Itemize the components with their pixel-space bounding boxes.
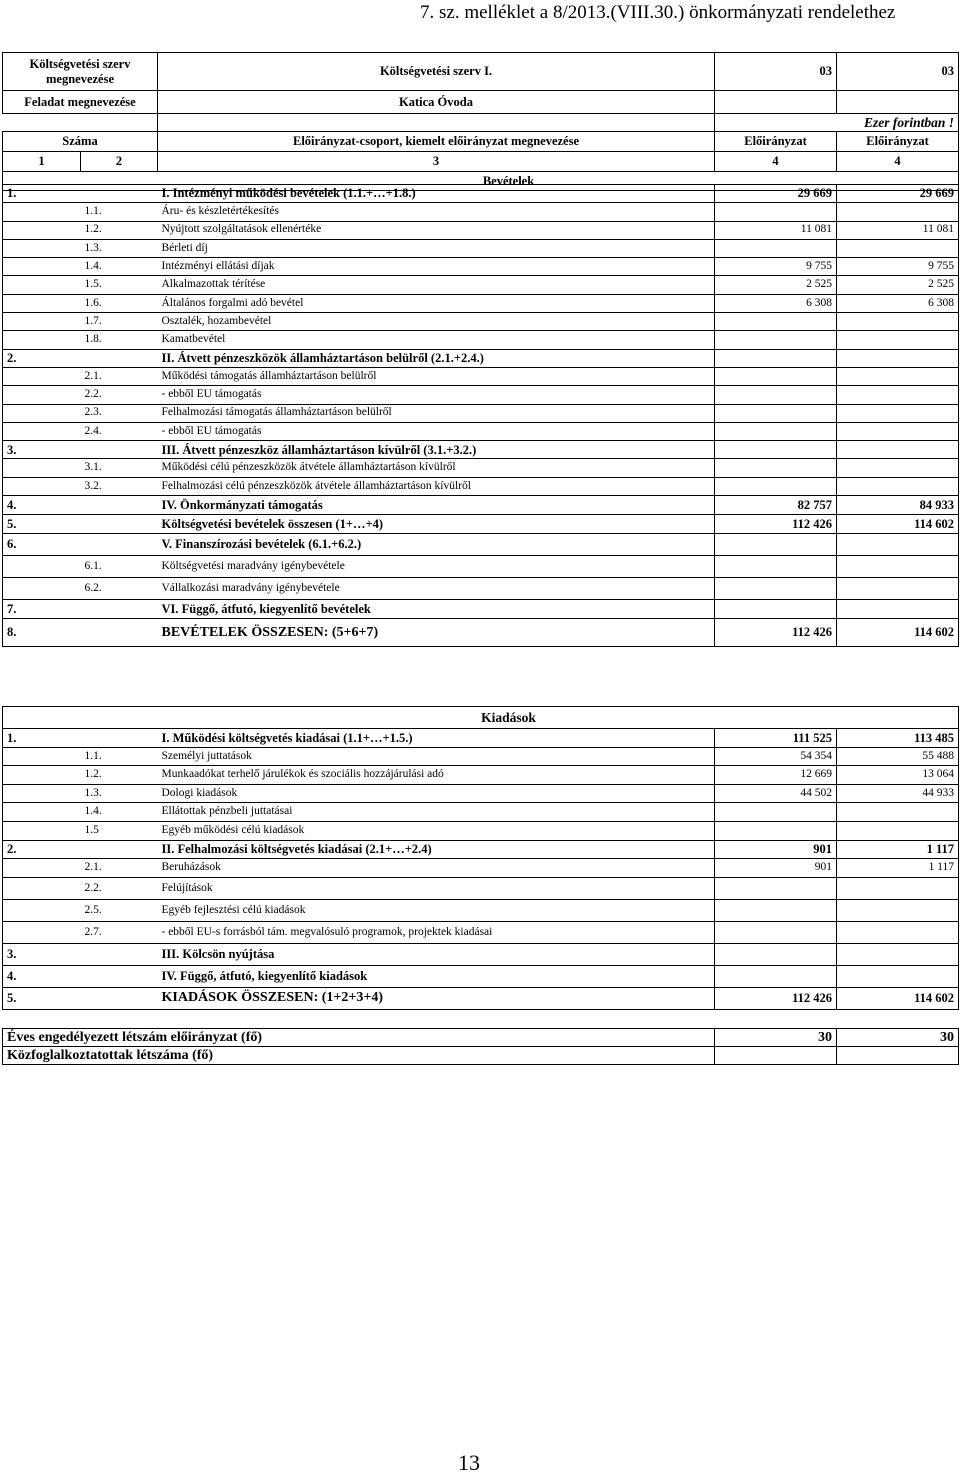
idx-4: 4: [715, 152, 837, 172]
table-row: [3, 441, 959, 459]
row-subnumber: 2.2.: [81, 386, 158, 404]
row-label: Bérleti díj: [158, 239, 715, 257]
row-value-1: [715, 313, 837, 331]
row-label: II. Átvett pénzeszközök államháztartáson belülről (2.1.+2.4.): [158, 349, 715, 367]
table-row: [3, 766, 959, 785]
idx-2: 2: [81, 152, 158, 172]
table-row: [3, 404, 959, 422]
row-value-2: [837, 556, 959, 578]
row-number: [3, 747, 81, 766]
table-row: [3, 367, 959, 385]
revenue-section-title: Bevételek: [3, 172, 959, 191]
table-row: [3, 619, 959, 647]
row-label: Vállalkozási maradvány igénybevétele: [158, 578, 715, 600]
table-row: [3, 859, 959, 878]
table-row: [3, 943, 959, 965]
row-label: Nyújtott szolgáltatások ellenértéke: [158, 221, 715, 239]
row-number: [3, 556, 81, 578]
row-number: [3, 899, 81, 921]
row-value-1: 901: [715, 840, 837, 859]
table-row: [3, 386, 959, 404]
row-label: Személyi juttatások: [158, 747, 715, 766]
row-value-1: 112 426: [715, 515, 837, 534]
row-label: Költségvetési maradvány igénybevétele: [158, 556, 715, 578]
row-number: [3, 877, 81, 899]
page-number: 13: [458, 1450, 480, 1475]
row-subnumber: 1.2.: [81, 221, 158, 239]
row-value-1: 29 669: [715, 185, 837, 203]
row-number: [3, 313, 81, 331]
row-subnumber: 2.4.: [81, 422, 158, 440]
row-value-2: [837, 386, 959, 404]
table-row: [3, 803, 959, 822]
row-value-2: [837, 239, 959, 257]
row-label: Alkalmazottak térítése: [158, 276, 715, 294]
row-subnumber: 1.3.: [81, 239, 158, 257]
row-subnumber: 1.8.: [81, 331, 158, 349]
col-plan1-header: Előirányzat: [715, 132, 837, 152]
row-value-2: [837, 203, 959, 221]
table-row: [3, 239, 959, 257]
row-value-1: 6 308: [715, 294, 837, 312]
row-subnumber: [81, 600, 158, 619]
table-row: [3, 515, 959, 534]
table-row: [3, 203, 959, 221]
row-value-1: [715, 386, 837, 404]
table-row: [3, 840, 959, 859]
row-subnumber: 2.7.: [81, 921, 158, 943]
table-row: [3, 276, 959, 294]
row-number: [3, 422, 81, 440]
row-number: [3, 578, 81, 600]
budget-org-label: Költségvetési szerv megnevezése: [3, 53, 158, 91]
org-code-2: 03: [837, 53, 959, 91]
row-value-1: [715, 556, 837, 578]
row-value-2: 44 933: [837, 784, 959, 803]
table-row: [3, 459, 959, 477]
table-row: [3, 877, 959, 899]
row-subnumber: 2.1.: [81, 859, 158, 878]
row-number: 3.: [3, 441, 81, 459]
row-subnumber: 2.5.: [81, 899, 158, 921]
row-number: [3, 404, 81, 422]
row-subnumber: 1.7.: [81, 313, 158, 331]
row-label: IV. Függő, átfutó, kiegyenlítő kiadások: [158, 965, 715, 987]
table-row: [3, 821, 959, 840]
staff-public-work-label: Közfoglalkoztatottak létszáma (fő): [3, 1047, 715, 1065]
row-subnumber: 1.3.: [81, 784, 158, 803]
row-value-2: 114 602: [837, 987, 959, 1009]
row-label: I. Intézményi működési bevételek (1.1.+…+1.8.): [158, 185, 715, 203]
row-label: III. Kölcsön nyújtása: [158, 943, 715, 965]
row-label: Egyéb működési célú kiadások: [158, 821, 715, 840]
row-label: VI. Függő, átfutó, kiegyenlítő bevételek: [158, 600, 715, 619]
budget-org-name: Költségvetési szerv I.: [158, 53, 715, 91]
row-number: 5.: [3, 987, 81, 1009]
row-subnumber: [81, 987, 158, 1009]
row-value-1: [715, 821, 837, 840]
row-label: KIADÁSOK ÖSSZESEN: (1+2+3+4): [158, 987, 715, 1009]
row-label: BEVÉTELEK ÖSSZESEN: (5+6+7): [158, 619, 715, 647]
staff-approved-v2: 30: [837, 1029, 959, 1047]
row-value-2: [837, 422, 959, 440]
row-subnumber: 1.2.: [81, 766, 158, 785]
row-label: Egyéb fejlesztési célú kiadások: [158, 899, 715, 921]
row-value-2: [837, 534, 959, 556]
row-label: V. Finanszírozási bevételek (6.1.+6.2.): [158, 534, 715, 556]
row-value-1: [715, 331, 837, 349]
table-row: [3, 578, 959, 600]
row-value-2: 114 602: [837, 619, 959, 647]
row-number: [3, 459, 81, 477]
row-value-2: [837, 331, 959, 349]
row-label: Kamatbevétel: [158, 331, 715, 349]
staff-table: [2, 1028, 959, 1065]
row-label: II. Felhalmozási költségvetés kiadásai (2.1+…+2.4): [158, 840, 715, 859]
row-value-2: 2 525: [837, 276, 959, 294]
row-value-1: 112 426: [715, 619, 837, 647]
row-label: III. Átvett pénzeszköz államháztartáson kívülről (3.1.+3.2.): [158, 441, 715, 459]
row-number: 2.: [3, 349, 81, 367]
row-value-2: [837, 965, 959, 987]
row-number: [3, 294, 81, 312]
row-value-2: [837, 899, 959, 921]
row-label: Osztalék, hozambevétel: [158, 313, 715, 331]
row-number: [3, 803, 81, 822]
staff-approved-label: Éves engedélyezett létszám előirányzat (fő): [3, 1029, 715, 1047]
row-label: Dologi kiadások: [158, 784, 715, 803]
table-row: [3, 921, 959, 943]
table-row: [3, 747, 959, 766]
row-label: Felhalmozási célú pénzeszközök átvétele államháztartáson kívülről: [158, 477, 715, 495]
row-number: [3, 239, 81, 257]
row-subnumber: 2.3.: [81, 404, 158, 422]
row-value-2: [837, 578, 959, 600]
row-value-2: 9 755: [837, 258, 959, 276]
row-number: [3, 921, 81, 943]
row-number: [3, 784, 81, 803]
row-number: 8.: [3, 619, 81, 647]
row-number: 6.: [3, 534, 81, 556]
row-number: 1.: [3, 185, 81, 203]
staff-public-work-v1: [715, 1047, 837, 1065]
row-value-1: [715, 803, 837, 822]
row-label: Munkaadókat terhelő járulékok és szociális hozzájárulási adó: [158, 766, 715, 785]
table-row: [3, 349, 959, 367]
table-row: [3, 534, 959, 556]
row-label: IV. Önkormányzati támogatás: [158, 496, 715, 515]
row-value-1: 12 669: [715, 766, 837, 785]
row-value-1: 11 081: [715, 221, 837, 239]
row-value-1: 54 354: [715, 747, 837, 766]
row-label: Intézményi ellátási díjak: [158, 258, 715, 276]
row-number: 1.: [3, 729, 81, 748]
table-row: [3, 185, 959, 203]
row-number: 3.: [3, 943, 81, 965]
unit-label: Ezer forintban !: [715, 114, 959, 132]
row-number: 7.: [3, 600, 81, 619]
row-subnumber: [81, 534, 158, 556]
row-value-1: [715, 877, 837, 899]
row-number: [3, 477, 81, 495]
row-value-2: 114 602: [837, 515, 959, 534]
row-subnumber: 2.1.: [81, 367, 158, 385]
row-number: 4.: [3, 965, 81, 987]
row-label: Beruházások: [158, 859, 715, 878]
row-number: [3, 367, 81, 385]
table-row: [3, 496, 959, 515]
row-value-1: [715, 965, 837, 987]
row-subnumber: [81, 729, 158, 748]
row-subnumber: [81, 840, 158, 859]
col-number-header: Száma: [3, 132, 158, 152]
org-code-1: 03: [715, 53, 837, 91]
document-title: 7. sz. melléklet a 8/2013.(VIII.30.) önkormányzati rendelethez: [420, 2, 896, 23]
row-subnumber: 1.6.: [81, 294, 158, 312]
row-value-2: 1 117: [837, 859, 959, 878]
row-value-1: [715, 534, 837, 556]
row-label: - ebből EU-s forrásból tám. megvalósuló programok, projektek kiadásai: [158, 921, 715, 943]
row-value-1: [715, 404, 837, 422]
row-number: [3, 331, 81, 349]
idx-1: 1: [3, 152, 81, 172]
row-value-1: 44 502: [715, 784, 837, 803]
row-number: [3, 766, 81, 785]
staff-approved-v1: 30: [715, 1029, 837, 1047]
row-value-1: [715, 422, 837, 440]
task-label: Feladat megnevezése: [3, 91, 158, 114]
row-subnumber: 1.5: [81, 821, 158, 840]
row-value-1: [715, 239, 837, 257]
row-number: [3, 276, 81, 294]
row-number: [3, 258, 81, 276]
row-value-1: [715, 899, 837, 921]
row-number: [3, 386, 81, 404]
table-row: [3, 556, 959, 578]
row-subnumber: [81, 515, 158, 534]
row-subnumber: 6.1.: [81, 556, 158, 578]
row-value-2: 29 669: [837, 185, 959, 203]
row-value-2: [837, 367, 959, 385]
row-value-1: 901: [715, 859, 837, 878]
row-value-2: [837, 877, 959, 899]
col-group-header: Előirányzat-csoport, kiemelt előirányzat megnevezése: [158, 132, 715, 152]
row-subnumber: [81, 943, 158, 965]
row-value-1: [715, 921, 837, 943]
row-subnumber: 1.5.: [81, 276, 158, 294]
row-value-1: 112 426: [715, 987, 837, 1009]
row-label: Működési célú pénzeszközök átvétele államháztartáson kívülről: [158, 459, 715, 477]
row-number: 4.: [3, 496, 81, 515]
row-value-2: 55 488: [837, 747, 959, 766]
table-row: [3, 965, 959, 987]
row-value-1: 111 525: [715, 729, 837, 748]
row-value-1: 9 755: [715, 258, 837, 276]
row-value-2: 11 081: [837, 221, 959, 239]
task-name: Katica Óvoda: [158, 91, 715, 114]
table-row: [3, 784, 959, 803]
table-row: [3, 477, 959, 495]
idx-5: 4: [837, 152, 959, 172]
row-value-2: [837, 921, 959, 943]
row-subnumber: 3.2.: [81, 477, 158, 495]
row-subnumber: 2.2.: [81, 877, 158, 899]
row-value-1: [715, 349, 837, 367]
row-value-2: 113 485: [837, 729, 959, 748]
staff-public-work-v2: [837, 1047, 959, 1065]
table-row: [3, 987, 959, 1009]
idx-3: 3: [158, 152, 715, 172]
row-value-2: 1 117: [837, 840, 959, 859]
row-value-1: [715, 367, 837, 385]
row-value-2: 6 308: [837, 294, 959, 312]
row-value-2: [837, 600, 959, 619]
row-subnumber: 1.4.: [81, 803, 158, 822]
table-row: [3, 331, 959, 349]
row-subnumber: [81, 349, 158, 367]
row-subnumber: 1.1.: [81, 747, 158, 766]
row-value-2: [837, 477, 959, 495]
row-subnumber: 3.1.: [81, 459, 158, 477]
expenditure-table: [2, 706, 959, 1010]
row-value-2: [837, 349, 959, 367]
row-label: Felhalmozási támogatás államháztartáson belülről: [158, 404, 715, 422]
table-row: [3, 258, 959, 276]
table-row: [3, 600, 959, 619]
row-value-1: [715, 578, 837, 600]
row-value-1: 2 525: [715, 276, 837, 294]
row-value-1: [715, 943, 837, 965]
row-number: 2.: [3, 840, 81, 859]
row-value-1: [715, 600, 837, 619]
row-value-1: [715, 441, 837, 459]
row-value-2: 84 933: [837, 496, 959, 515]
row-label: Általános forgalmi adó bevétel: [158, 294, 715, 312]
row-value-2: [837, 943, 959, 965]
row-label: Működési támogatás államháztartáson belülről: [158, 367, 715, 385]
row-subnumber: 1.4.: [81, 258, 158, 276]
row-value-2: [837, 441, 959, 459]
row-number: 5.: [3, 515, 81, 534]
row-number: [3, 859, 81, 878]
row-number: [3, 221, 81, 239]
table-row: [3, 422, 959, 440]
row-label: I. Működési költségvetés kiadásai (1.1+…+1.5.): [158, 729, 715, 748]
row-number: [3, 821, 81, 840]
revenue-table: [2, 184, 959, 647]
table-row: [3, 899, 959, 921]
row-subnumber: [81, 619, 158, 647]
row-label: - ebből EU támogatás: [158, 386, 715, 404]
row-value-1: [715, 459, 837, 477]
row-label: Felújítások: [158, 877, 715, 899]
row-number: [3, 203, 81, 221]
row-value-2: [837, 821, 959, 840]
row-subnumber: 1.1.: [81, 203, 158, 221]
row-subnumber: [81, 441, 158, 459]
row-value-1: 82 757: [715, 496, 837, 515]
row-label: Áru- és készletértékesítés: [158, 203, 715, 221]
row-value-2: [837, 313, 959, 331]
row-label: Költségvetési bevételek összesen (1+…+4): [158, 515, 715, 534]
expenditure-section-title: Kiadások: [3, 707, 959, 729]
row-label: Ellátottak pénzbeli juttatásai: [158, 803, 715, 822]
row-value-1: [715, 203, 837, 221]
row-subnumber: [81, 965, 158, 987]
row-subnumber: 6.2.: [81, 578, 158, 600]
row-value-2: [837, 404, 959, 422]
row-subnumber: [81, 496, 158, 515]
row-value-2: [837, 803, 959, 822]
table-row: [3, 294, 959, 312]
row-subnumber: [81, 185, 158, 203]
row-value-1: [715, 477, 837, 495]
header-table: [2, 52, 959, 191]
table-row: [3, 221, 959, 239]
row-label: - ebből EU támogatás: [158, 422, 715, 440]
table-row: [3, 729, 959, 748]
row-value-2: 13 064: [837, 766, 959, 785]
row-value-2: [837, 459, 959, 477]
col-plan2-header: Előirányzat: [837, 132, 959, 152]
table-row: [3, 313, 959, 331]
